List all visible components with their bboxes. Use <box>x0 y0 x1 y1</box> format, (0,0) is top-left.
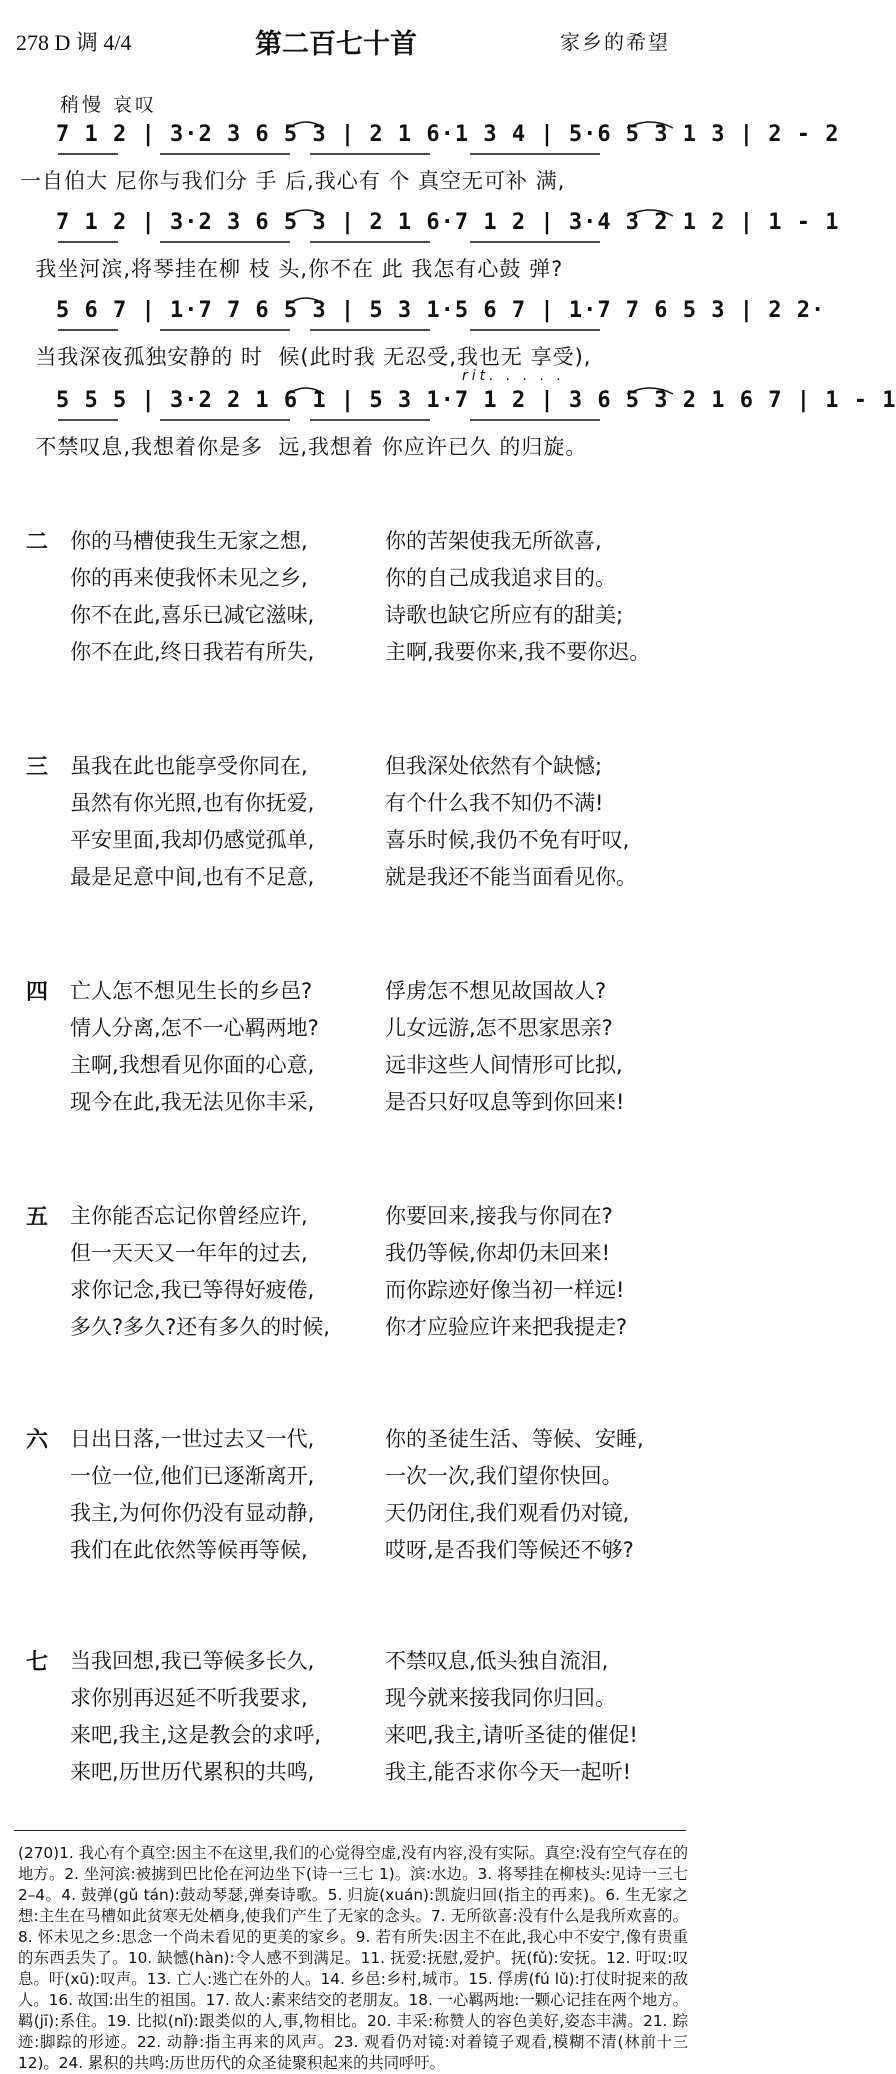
verse-line-right: 喜乐时候,我仍不免有吁叹, <box>385 828 630 852</box>
verse-line-right: 儿女远游,怎不思家思亲? <box>385 1016 613 1040</box>
verse-line-left: 你的再来使我怀未见之乡, <box>70 566 308 590</box>
verse-line-left: 你不在此,终日我若有所失, <box>70 640 315 664</box>
page-number: 278 D 调 4/4 <box>16 30 132 55</box>
hymn-title: 第二百七十首 <box>255 29 417 60</box>
verse-line-right: 来吧,我主,请听圣徒的催促! <box>385 1723 638 1747</box>
verse-line-right: 诗歌也缺它所应有的甜美; <box>385 603 624 627</box>
lyric-line: 我坐河滨,将琴挂在柳 枝 头,你不在 此 我怎有心鼓 弹? <box>20 257 564 281</box>
verse-line-right: 俘虏怎不想见故国故人? <box>385 979 607 1003</box>
verse-line-right: 是否只好叹息等到你回来! <box>385 1090 625 1114</box>
score-system-4 <box>0 368 896 508</box>
verse-line-right: 一次一次,我们望你快回。 <box>385 1464 623 1488</box>
notation-line: 5 5 5 | 3·2 2 1 6 1 | 5 3 1·7 1 2 | 3 6 5 3 2 1 6 7 | 1 - 1 <box>56 388 896 413</box>
verse-line-left: 情人分离,怎不一心羁两地? <box>70 1016 319 1040</box>
verse-line-left: 来吧,我主,这是教会的求呼, <box>70 1723 322 1747</box>
verse-line-right: 远非这些人间情形可比拟, <box>385 1053 623 1077</box>
notation-line: 7 1 2 | 3·2 3 6 5 3 | 2 1 6·1 3 4 | 5·6 5 3 1 3 | 2 - 2 <box>56 122 840 147</box>
verse-line-right: 有个什么我不知仍不满! <box>385 791 604 815</box>
verse-line-left: 但一天天又一年年的过去, <box>70 1241 308 1265</box>
tempo-marking: 稍慢 哀叹 <box>60 94 158 116</box>
notation-line: 5 6 7 | 1·7 7 6 5 3 | 5 3 1·5 6 7 | 1·7 7 6 5 3 | 2 2· <box>56 298 826 323</box>
verse-line-right: 你的自己成我追求目的。 <box>385 566 616 590</box>
verse-line-right: 天仍闭住,我们观看仍对镜, <box>385 1501 630 1525</box>
verse-number: 五 <box>26 1205 49 1230</box>
verse-number: 二 <box>26 530 49 555</box>
footnote-divider <box>14 1830 686 1831</box>
verse-line-right: 哎呀,是否我们等候还不够? <box>385 1538 634 1562</box>
verse-line-left: 我们在此依然等候再等候, <box>70 1538 308 1562</box>
verse-line-left: 求你记念,我已等得好疲倦, <box>70 1278 315 1302</box>
verse-line-left: 多久?多久?还有多久的时候, <box>70 1315 330 1339</box>
notation-line: 7 1 2 | 3·2 3 6 5 3 | 2 1 6·7 1 2 | 3·4 3 2 1 2 | 1 - 1 <box>56 210 840 235</box>
verse-line-left: 现今在此,我无法见你丰采, <box>70 1090 315 1114</box>
verse-line-left: 虽然有你光照,也有你抚爱, <box>70 791 315 815</box>
lyric-line: 不禁叹息,我想着你是多 远,我想着 你应许已久 的归旋。 <box>20 435 588 459</box>
verse-line-right: 现今就来接我同你归回。 <box>385 1686 616 1710</box>
lyric-line: 当我深夜孤独安静的 时 候(此时我 无忍受,我也无 享受), <box>20 345 592 369</box>
verse-line-left: 你不在此,喜乐已减它滋味, <box>70 603 315 627</box>
ritardando-marking: rit. . . . . <box>462 368 566 384</box>
verse-line-left: 我主,为何你仍没有显动静, <box>70 1501 315 1525</box>
verse-line-right: 你的圣徒生活、等候、安睡, <box>385 1427 644 1451</box>
verse-line-right: 但我深处依然有个缺憾; <box>385 754 603 778</box>
verse-number: 七 <box>26 1650 49 1675</box>
footnotes: (270)1. 我心有个真空:因主不在这里,我们的心觉得空虚,没有内容,没有实际。真空:没有空气存在的地方。2. 坐河滨:被掳到巴比伦在河边坐下(诗一三七 1)。滨:水边。3. 将琴挂在柳枝头:见诗一三七 2–4。4. 鼓弹(gǔ tán):鼓动琴瑟,弹奏诗歌。5. 归旋(xuán):凯旋归回(指主的再来)。6. 生无家之想:主生在马槽如此贫寒无处栖身,使我们产生了无家的念头。7. 无所欲喜:没有什么是我所欢喜的。8. 怀未见之乡:思念一个尚未看见的更美的家乡。9. 若有所失:因主不在此,我心中不安宁,像有贵重的东西丢失了。10. 缺憾(hàn):令人感不到满足。11. 抚爱:抚慰,爱护。抚(fǔ):安抚。12. 吁叹:叹息。吁(xū):叹声。13. 亡人:逃亡在外的人。14. 乡邑:乡村,城市。15. 俘虏(fú lǔ):打仗时捉来的敌人。16. 故国:出生的祖国。17. 故人:素来结交的老朋友。18. 一心羁两地:一颗心记挂在两个地方。羁(jī):系住。19. 比拟(nǐ):跟类似的人,事,物相比。20. 丰采:称赞人的容色美好,姿态丰满。21. 踪迹:脚踪的形迹。22. 动静:指主再来的风声。23. 观看仍对镜:对着镜子观看,模糊不清(林前十三 12)。24. 累积的共鸣:历世历代的众圣徒聚积起来的共同呼吁。 <box>18 1844 688 2072</box>
hymn-subtitle: 家乡的希望 <box>560 30 670 54</box>
verse-line-left: 你的马槽使我生无家之想, <box>70 529 308 553</box>
verse-line-right: 你的苦架使我无所欲喜, <box>385 529 602 553</box>
verse-number: 六 <box>26 1428 49 1453</box>
verse-line-left: 平安里面,我却仍感觉孤单, <box>70 828 315 852</box>
verse-line-left: 主啊,我想看见你面的心意, <box>70 1053 315 1077</box>
verse-line-left: 日出日落,一世过去又一代, <box>70 1427 315 1451</box>
verse-line-right: 不禁叹息,低头独自流泪, <box>385 1649 609 1673</box>
verse-line-right: 主啊,我要你来,我不要你迟。 <box>385 640 651 664</box>
verse-line-left: 最是足意中间,也有不足意, <box>70 865 315 889</box>
lyric-line: 一自伯大 尼你与我们分 手 后,我心有 个 真空无可补 满, <box>20 169 566 193</box>
verse-line-right: 就是我还不能当面看见你。 <box>385 865 637 889</box>
verse-line-left: 主你能否忘记你曾经应许, <box>70 1204 308 1228</box>
verse-number: 四 <box>26 980 49 1005</box>
verse-line-right: 我主,能否求你今天一起听! <box>385 1760 632 1784</box>
verse-line-right: 而你踪迹好像当初一样远! <box>385 1278 625 1302</box>
verse-line-left: 当我回想,我已等候多长久, <box>70 1649 315 1673</box>
verse-line-left: 虽我在此也能享受你同在, <box>70 754 308 778</box>
verse-line-left: 求你别再迟延不听我要求, <box>70 1686 308 1710</box>
verse-line-left: 亡人怎不想见生长的乡邑? <box>70 979 313 1003</box>
verse-line-left: 来吧,历世历代累积的共鸣, <box>70 1760 315 1784</box>
verse-number: 三 <box>26 755 49 780</box>
verse-line-left: 一位一位,他们已逐渐离开, <box>70 1464 315 1488</box>
verse-line-right: 你才应验应许来把我提走? <box>385 1315 628 1339</box>
verse-line-right: 我仍等候,你却仍未回来! <box>385 1241 611 1265</box>
verse-line-right: 你要回来,接我与你同在? <box>385 1204 613 1228</box>
